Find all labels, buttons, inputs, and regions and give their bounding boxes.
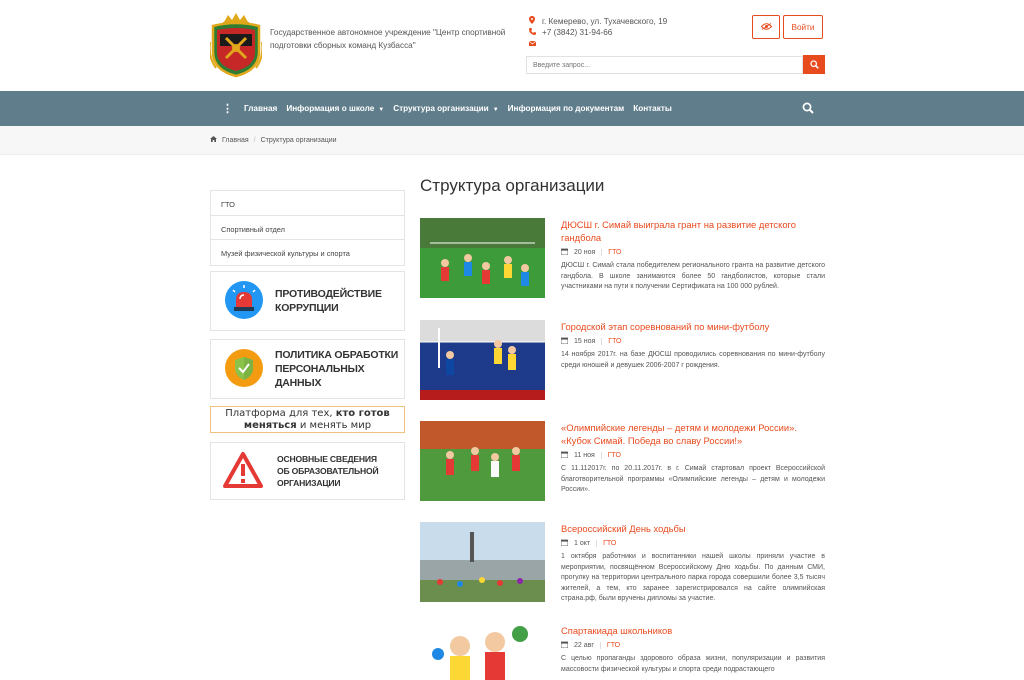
news-text: С 11.112017г. по 20.11.2017г. в г. Симай стартовал проект Всероссийской благотворительной программы «Олимпийские легенды – детям и молодежи России». — [561, 465, 825, 493]
news-meta — [561, 337, 825, 346]
news-text: 14 ноября 2017г. на базе ДЮСШ проводились соревнования по мини-футболу среди юношей и девушек 2006-2007 г рождения. — [561, 351, 825, 369]
anti-corruption-text: ПРОТИВОДЕЙСТВИЕ КОРРУПЦИИ — [275, 288, 382, 314]
news-tag[interactable]: ГТО — [596, 540, 616, 547]
news-body — [561, 624, 825, 675]
shield-icon — [225, 349, 263, 389]
search-input[interactable] — [526, 56, 803, 74]
news-title[interactable]: «Олимпийские легенды – детям и молодежи России». «Кубок Симай. Победа во славу России!» — [561, 422, 797, 446]
eye-icon — [761, 22, 772, 32]
news-meta — [561, 451, 825, 460]
news-body — [561, 421, 825, 496]
breadcrumb-home[interactable]: Главная — [222, 136, 249, 144]
nav-item-school-info[interactable]: Информация о школе ▼ — [286, 104, 385, 113]
siren-icon — [225, 281, 263, 321]
phone-text[interactable]: +7 (3842) 31-94-66 — [542, 28, 613, 37]
news-title[interactable]: Спартакиада школьников — [561, 625, 673, 636]
page-title: Структура организации — [420, 176, 605, 195]
personal-data-policy-banner[interactable] — [210, 339, 405, 399]
platform-banner[interactable] — [210, 406, 405, 433]
search-icon — [810, 57, 819, 72]
news-body — [561, 218, 825, 293]
home-icon[interactable] — [210, 136, 217, 144]
organization-name: Государственное автономное учреждение "Центр спортивной подготовки сборных команд Кузбасса" — [270, 28, 506, 50]
address-row — [528, 16, 667, 27]
address-text: г. Кемерево, ул. Тухачевского, 19 — [542, 17, 668, 26]
news-body — [561, 522, 825, 605]
nav-item-documents[interactable]: Информация по документам — [507, 104, 625, 113]
login-button[interactable]: Войти — [783, 15, 823, 39]
news-tag[interactable]: ГТО — [601, 452, 621, 459]
news-text: ДЮСШ г. Симай стала победителем регионального гранта на развитие детского гандбола. В школе занимаются более 50 гандболистов, которые стали участниками на пути к получении Сертификата на 100 000 рублей. — [561, 262, 825, 290]
chevron-down-icon: ▼ — [378, 107, 385, 113]
news-tag[interactable]: ГТО — [601, 338, 621, 345]
nav-search-icon[interactable] — [802, 102, 814, 116]
header — [0, 0, 1024, 91]
platform-line-2: меняться и менять мир — [243, 419, 372, 431]
envelope-icon[interactable] — [528, 38, 536, 49]
coat-of-arms-logo[interactable] — [210, 12, 262, 78]
calendar-icon — [561, 451, 568, 460]
sidebar-item-sport-dept[interactable]: Спортивный отдел — [211, 216, 404, 241]
breadcrumb-separator: / — [253, 136, 256, 144]
menu-dots-icon[interactable]: ⋮ — [222, 103, 233, 115]
phone-row — [528, 27, 667, 38]
news-date: 15 ноя — [574, 338, 596, 345]
calendar-icon — [561, 539, 568, 548]
email-row — [528, 38, 667, 49]
breadcrumb-bar — [0, 126, 1024, 155]
news-tag[interactable]: ГТО — [601, 249, 621, 256]
news-meta — [561, 539, 825, 548]
calendar-icon — [561, 641, 568, 650]
main-navigation — [0, 91, 1024, 126]
sidebar-item-gto[interactable]: ГТО — [211, 191, 404, 216]
sidebar-item-museum[interactable]: Музей физической культуры и спорта — [221, 249, 350, 259]
news-date: 22 авг — [574, 642, 594, 649]
breadcrumb — [210, 136, 337, 144]
accessibility-button[interactable] — [752, 15, 780, 39]
anti-corruption-banner[interactable] — [210, 271, 405, 331]
news-tag[interactable]: ГТО — [600, 642, 620, 649]
search-button[interactable] — [803, 55, 825, 74]
phone-icon — [528, 27, 536, 38]
news-date: 1 окт — [574, 540, 591, 547]
news-body — [561, 320, 825, 371]
sidebar-menu — [210, 190, 405, 266]
warning-icon — [223, 451, 263, 491]
news-text: С целью пропаганды здорового образа жизни, популяризации и развития массовости физической культуры и спорта среди подрастающего — [561, 655, 825, 673]
news-date: 11 ноя — [574, 452, 595, 459]
news-title[interactable]: Городской этап соревнований по мини-футболу — [561, 321, 770, 332]
news-title[interactable]: ДЮСШ г. Симай выиграла грант на развитие детского гандбола — [561, 219, 796, 243]
nav-item-structure[interactable]: Структура организации ▼ — [393, 104, 499, 113]
news-image-spartakiad[interactable] — [420, 624, 545, 680]
news-image-futsal[interactable] — [420, 320, 545, 400]
nav-items — [244, 91, 681, 126]
calendar-icon — [561, 248, 568, 257]
breadcrumb-current: Структура организации — [260, 136, 337, 144]
news-image-football[interactable] — [420, 421, 545, 501]
calendar-icon — [561, 337, 568, 346]
news-date: 20 ноя — [574, 249, 596, 256]
news-meta — [561, 641, 825, 650]
nav-item-contacts[interactable]: Контакты — [633, 104, 672, 113]
news-image-walking-day[interactable] — [420, 522, 545, 602]
location-pin-icon — [528, 16, 536, 27]
contacts — [528, 16, 667, 49]
edu-info-text: ОСНОВНЫЕ СВЕДЕНИЯ ОБ ОБРАЗОВАТЕЛЬНОЙ ОРГАНИЗАЦИИ — [277, 454, 379, 488]
news-image-handball[interactable] — [420, 218, 545, 298]
news-meta — [561, 248, 825, 257]
nav-item-home[interactable]: Главная — [244, 104, 278, 113]
news-title[interactable]: Всероссийский День ходьбы — [561, 523, 686, 534]
edu-info-banner[interactable] — [210, 442, 405, 500]
chevron-down-icon: ▼ — [492, 107, 499, 113]
personal-data-policy-text: ПОЛИТИКА ОБРАБОТКИ ПЕРСОНАЛЬНЫХ ДАННЫХ — [275, 349, 399, 389]
news-text: 1 октября работники и воспитанники нашей школы приняли участие в мероприятии, посвящённом Всероссийскому Дню ходьбы. По данным СМИ, прогулку на территории центрального парка города совершили более 3,5 тысяч жителей, а тем, кто заранее зарегистрировался на сайте олимпийская страна.рф, были вручены дипломы за участие. — [561, 553, 825, 602]
platform-line-1: Платформа для тех, кто готов — [225, 407, 390, 419]
